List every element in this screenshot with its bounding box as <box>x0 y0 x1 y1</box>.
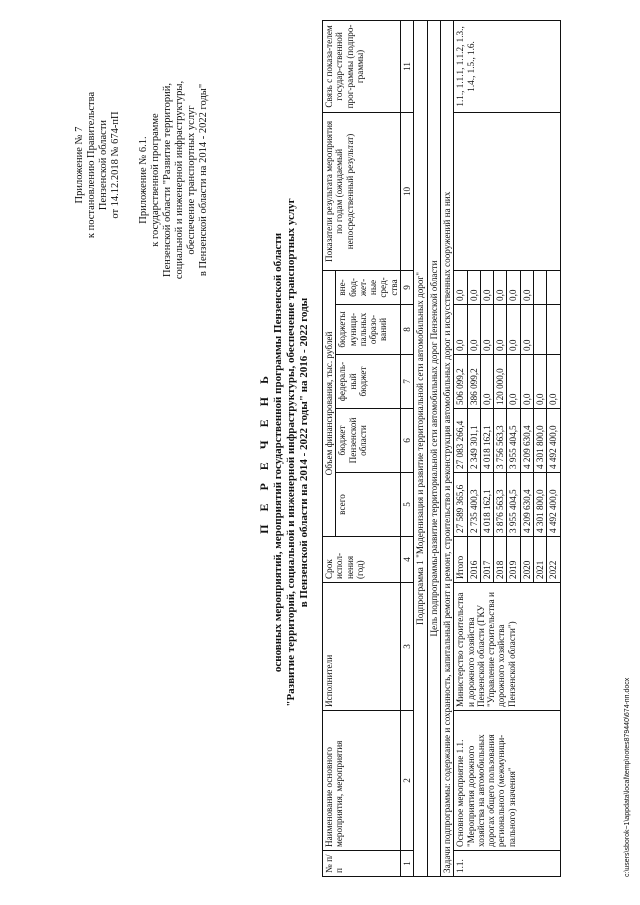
title-line: основных мероприятий, мероприятий государственной программы Пензенской области <box>271 232 284 673</box>
header-funding: Объем финансирования, тыс. рублей <box>323 270 336 536</box>
appendix-6-1-line: к государственной программе <box>150 113 162 247</box>
column-number: 11 <box>401 20 414 112</box>
item-link: 1.1., 1.1.1, 1.1.2, 1.3., 1.4., 1.5., 1.6. <box>454 20 560 112</box>
column-number: 1 <box>401 851 414 877</box>
column-number: 9 <box>401 270 414 304</box>
row-year: 2019 <box>507 537 520 583</box>
header-municipal: бюджеты муници-пальных образо-ваний <box>336 305 401 355</box>
header-extra: вне-бюд-жет-ные сред-ства <box>336 270 401 304</box>
column-number: 2 <box>401 711 414 851</box>
appendix-6-1-line: Приложение № 6.1. <box>138 136 149 224</box>
header-indicators: Показатели результата мероприятия по годам (ожидаемый непосредственный результат) <box>323 112 401 270</box>
row-federal: 0,0 <box>534 355 547 409</box>
row-regional: 2 349 301,1 <box>467 409 480 473</box>
row-regional: 4 301 800,0 <box>534 409 547 473</box>
header-regional: бюджет Пензенской области <box>336 409 401 473</box>
column-number: 7 <box>401 355 414 409</box>
header-term: Срок испол-нения (год) <box>323 537 401 583</box>
item-indicators <box>454 112 560 270</box>
row-regional: 3 756 563,3 <box>494 409 507 473</box>
header-link: Связь с показа-телем государ-ственной прог-раммы (подпро-граммы) <box>323 20 401 112</box>
header-executors: Исполнители <box>323 583 401 711</box>
appendix-7-header <box>74 40 122 290</box>
title-line: в Пензенской области на 2014 - 2022 годы" на 2016 - 2022 годы <box>298 297 311 608</box>
appendix-6-1-line: в Пензенской области на 2014 - 2022 годы" <box>198 83 210 277</box>
document-title <box>258 0 311 905</box>
row-municipal <box>547 305 560 355</box>
row-total: 27 589 365,6 <box>454 473 467 537</box>
row-year: 2016 <box>467 537 480 583</box>
row-municipal: 0,0 <box>507 305 520 355</box>
row-total: 4 209 630,4 <box>520 473 533 537</box>
subprogram-task: Задачи подпрограммы: содержание и сохранность, капитальный ремонт и ремонт, строительство и реконструкция автомобильных дорог и искусственных сооружений на них <box>440 20 453 876</box>
task-row <box>440 20 453 876</box>
row-year: 2022 <box>547 537 560 583</box>
item-executors: Министерство строительства и дорожного хозяйства Пензенской области (ГКУ "Управление строительства и дорожного хозяйства Пензенской области") <box>454 583 560 711</box>
column-number: 8 <box>401 305 414 355</box>
row-extra <box>547 270 560 304</box>
goal-row <box>427 20 440 876</box>
subprogram-goal: Цель подпрограммы-развитие территориальной сети автомобильных дорог Пензенской области <box>427 20 440 876</box>
row-year: Итого <box>454 537 467 583</box>
header-name: Наименование основного мероприятия, мероприятия <box>323 711 401 851</box>
subprogram-title: Подпрограмма 1 "Модернизация и развитие территориальной сети автомобильных дорог" <box>414 20 427 876</box>
row-regional: 3 955 404,5 <box>507 409 520 473</box>
row-total: 2 735 400,3 <box>467 473 480 537</box>
measures-table <box>322 20 561 877</box>
row-federal: 0,0 <box>507 355 520 409</box>
title-word: П Е Р Е Ч Е Н Ь <box>257 371 271 534</box>
row-federal: 0,0 <box>480 355 493 409</box>
appendix-6-1-header <box>138 40 210 320</box>
row-municipal: 0,0 <box>480 305 493 355</box>
row-extra: 0,0 <box>467 270 480 304</box>
column-number: 6 <box>401 409 414 473</box>
row-municipal: 0,0 <box>467 305 480 355</box>
file-path-footer: c:\users\sborok~1\appdata\local\temp\notes879440\674-пп.docx <box>624 677 631 877</box>
header-num: № п/п <box>323 851 401 877</box>
row-extra: 0,0 <box>494 270 507 304</box>
row-federal: 120 000,0 <box>494 355 507 409</box>
header-row <box>323 20 336 876</box>
column-number-row <box>401 20 414 876</box>
row-extra: 0,0 <box>454 270 467 304</box>
row-extra: 0,0 <box>520 270 533 304</box>
row-extra: 0,0 <box>480 270 493 304</box>
appendix-7-line: Приложение № 7 <box>74 126 85 204</box>
row-year: 2020 <box>520 537 533 583</box>
row-extra <box>534 270 547 304</box>
appendix-6-1-line: обеспечение транспортных услуг <box>186 105 198 255</box>
column-number: 3 <box>401 583 414 711</box>
row-total: 4 018 162,1 <box>480 473 493 537</box>
row-federal: 0,0 <box>547 355 560 409</box>
row-total: 4 301 800,0 <box>534 473 547 537</box>
row-regional: 4 492 400,0 <box>547 409 560 473</box>
item-number: 1.1. <box>454 851 560 877</box>
appendix-7-line: к постановлению Правительства <box>86 91 98 239</box>
row-municipal: 0,0 <box>520 305 533 355</box>
title-line: "Развитие территорий, социальной и инженерной инфраструктуры, обеспечение транспортных услуг <box>284 198 297 707</box>
row-municipal: 0,0 <box>494 305 507 355</box>
row-municipal: 0,0 <box>454 305 467 355</box>
row-federal: 386 099,2 <box>467 355 480 409</box>
column-number: 5 <box>401 473 414 537</box>
header-total: всего <box>336 473 401 537</box>
column-number: 10 <box>401 112 414 270</box>
appendix-6-1-line: Пензенской области "Развитие территорий, <box>162 83 174 277</box>
header-federal: федераль-ный бюджет <box>336 355 401 409</box>
row-total: 3 876 563,3 <box>494 473 507 537</box>
appendix-7-line: Пензенской области <box>98 119 110 211</box>
row-federal: 506 099,2 <box>454 355 467 409</box>
table-row <box>454 20 467 876</box>
subprogram-row <box>414 20 427 876</box>
item-name: Основное мероприятие 1.1. "Мероприятия дорожного хозяйства на автомобильных дорогах общего пользования регионального (межмуници-пального) значения" <box>454 711 560 851</box>
row-total: 3 955 404,5 <box>507 473 520 537</box>
row-year: 2017 <box>480 537 493 583</box>
column-number: 4 <box>401 537 414 583</box>
row-regional: 4 209 630,4 <box>520 409 533 473</box>
row-extra: 0,0 <box>507 270 520 304</box>
row-regional: 27 083 266,4 <box>454 409 467 473</box>
row-federal: 0,0 <box>520 355 533 409</box>
appendix-7-line: от 14.12.2018 № 674-пП <box>110 111 122 219</box>
row-municipal <box>534 305 547 355</box>
appendix-6-1-line: социальной и инженерной инфраструктуры, <box>174 80 186 280</box>
row-year: 2021 <box>534 537 547 583</box>
row-total: 4 492 400,0 <box>547 473 560 537</box>
row-year: 2018 <box>494 537 507 583</box>
row-regional: 4 018 162,1 <box>480 409 493 473</box>
